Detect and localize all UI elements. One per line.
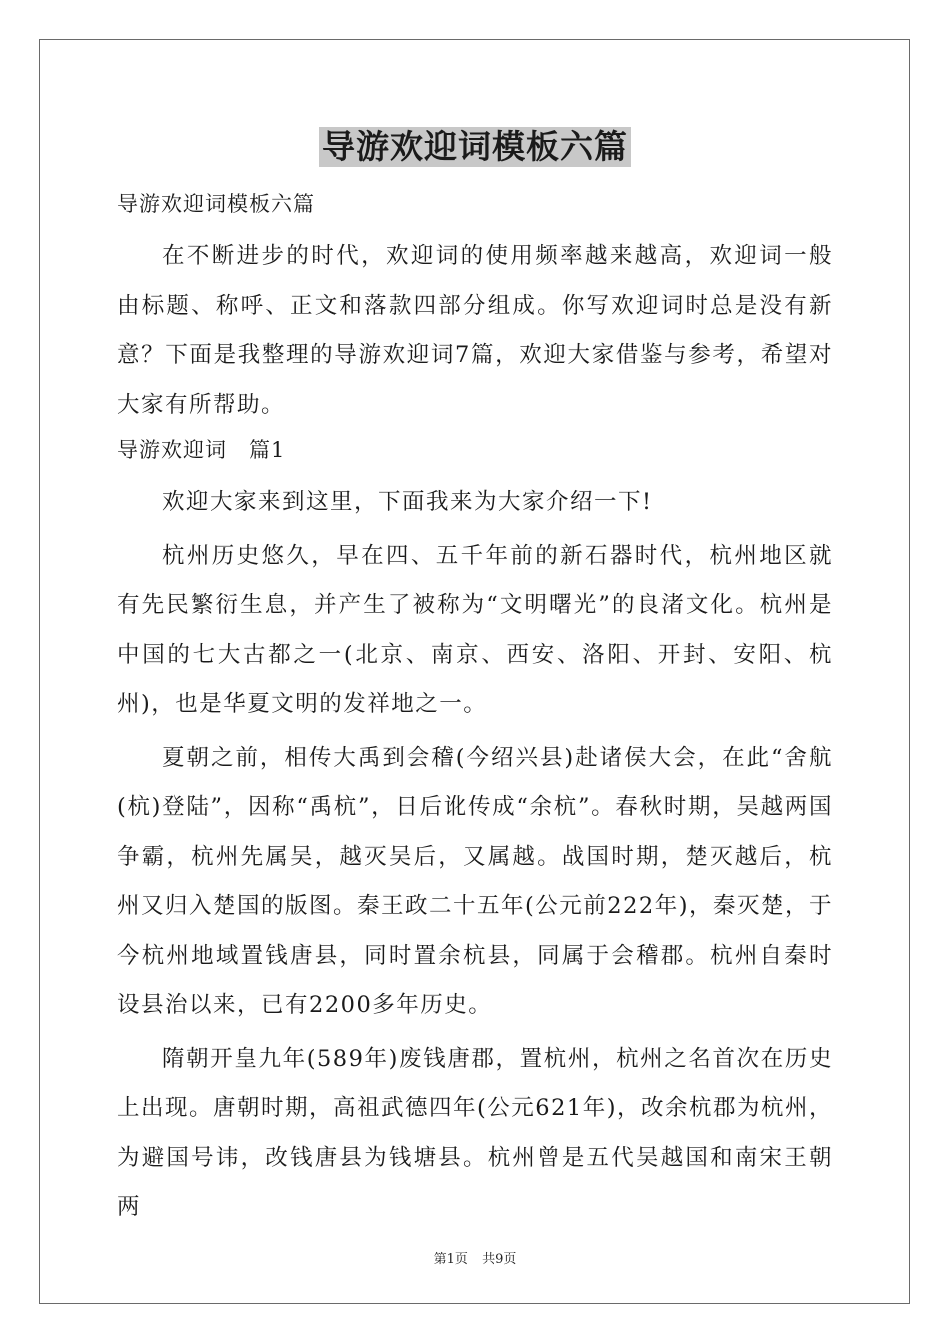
- intro-paragraph: 在不断进步的时代，欢迎词的使用频率越来越高，欢迎词一般由标题、称呼、正文和落款四部分组成。你写欢迎词时总是没有新意？下面是我整理的导游欢迎词7篇，欢迎大家借鉴与参考，希望对大家有所帮助。: [117, 243, 833, 418]
- body-paragraph: 欢迎大家来到这里，下面我来为大家介绍一下!: [162, 489, 653, 515]
- page-footer: [0, 1248, 950, 1267]
- section-heading: 导游欢迎词 篇1: [117, 438, 286, 462]
- page-total: 共9页: [482, 1252, 517, 1267]
- document-title-text: 导游欢迎词模板六篇: [319, 127, 631, 167]
- page-number: 第1页: [433, 1252, 468, 1267]
- body-paragraph: 杭州历史悠久，早在四、五千年前的新石器时代，杭州地区就有先民繁衍生息，并产生了被称为“文明曙光”的良渚文化。杭州是中国的七大古都之一(北京、南京、西安、洛阳、开封、安阳、杭州)，也是华夏文明的发祥地之一。: [117, 542, 833, 717]
- document-body: [117, 120, 833, 1237]
- body-paragraph: 隋朝开皇九年(589年)废钱唐郡，置杭州，杭州之名首次在历史上出现。唐朝时期，高祖武德四年(公元621年)，改余杭郡为杭州，为避国号讳，改钱唐县为钱塘县。杭州曾是五代吴越国和南宋王朝两: [117, 1045, 834, 1220]
- document-subtitle: 导游欢迎词模板六篇: [117, 192, 315, 216]
- document-title: [117, 120, 833, 174]
- body-paragraph: 夏朝之前，相传大禹到会稽(今绍兴县)赴诸侯大会，在此“舍航(杭)登陆”，因称“禹杭”，日后讹传成“余杭”。春秋时期，吴越两国争霸，杭州先属吴，越灭吴后，又属越。战国时期，楚灭越后，杭州又归入楚国的版图。秦王政二十五年(公元前222年)，秦灭楚，于今杭州地域置钱唐县，同时置余杭县，同属于会稽郡。杭州自秦时设县治以来，已有2200多年历史。: [117, 744, 834, 1018]
